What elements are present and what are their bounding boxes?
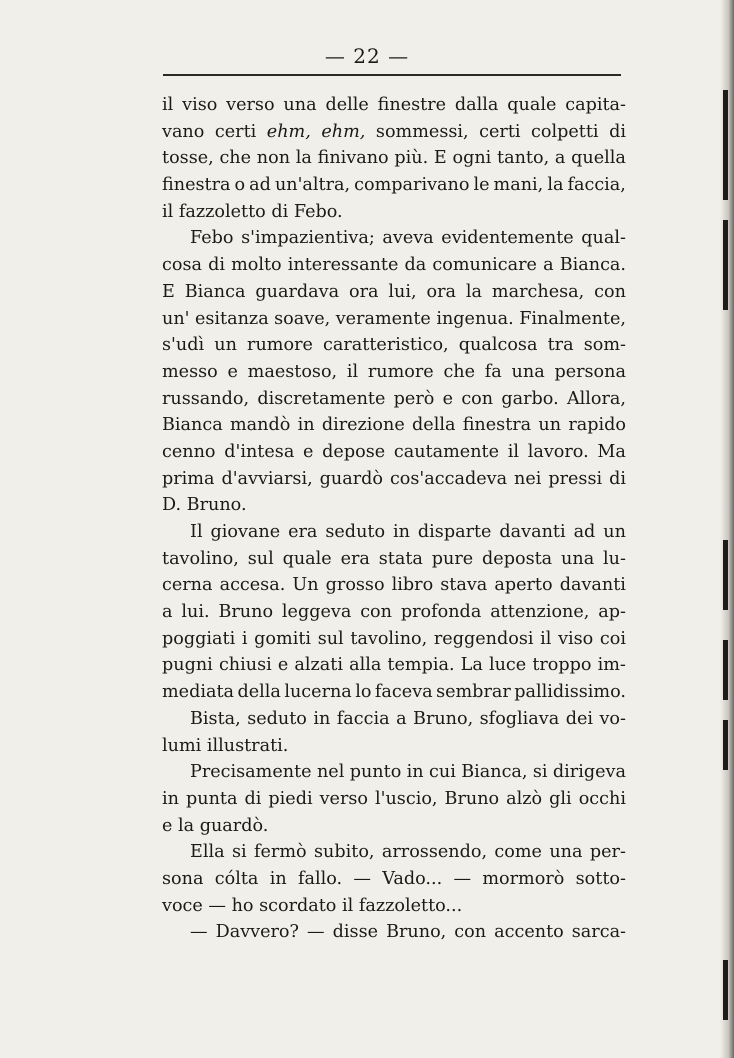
page-edge-mark (723, 640, 728, 700)
text-line: pugni chiusi e alzati alla tempia. La luce troppo im- (162, 655, 626, 676)
page-edge-mark (723, 90, 728, 200)
text-line: cosa di molto interessante da comunicare a Bianca. (162, 255, 626, 276)
page-number: — 22 — (324, 44, 410, 68)
text-line: — Davvero? — disse Bruno, con accento sarca- (190, 922, 626, 943)
text-line: s'udì un rumore caratteristico, qualcosa tra som- (162, 335, 626, 356)
text-line: un' esitanza soave, veramente ingenua. Finalmente, (162, 308, 626, 329)
page-edge-mark (723, 220, 728, 310)
text-line: il fazzoletto di Febo. (162, 201, 343, 222)
page-edge-mark (723, 720, 728, 770)
text-line: Il giovane era seduto in disparte davanti ad un (190, 522, 626, 542)
text-line: Precisamente nel punto in cui Bianca, si dirigeva (190, 762, 626, 783)
text-line: il viso verso una delle finestre dalla quale capita- (162, 95, 626, 115)
body-text (162, 92, 626, 946)
text-line: poggiati i gomiti sul tavolino, reggendosi il viso coi (162, 628, 626, 649)
text-line: a lui. Bruno leggeva con profonda attenzione, ap- (162, 602, 626, 623)
text-line: voce — ho scordato il fazzoletto... (162, 895, 463, 916)
text-line: in punta di piedi verso l'uscio, Bruno alzò gli occhi (162, 788, 626, 809)
text-line: Febo s'impazientiva; aveva evidentemente qual- (190, 228, 626, 249)
text-line: tosse, che non la finivano più. E ogni tanto, a quella (162, 148, 626, 169)
text-line: russando, discretamente però e con garbo. Allora, (162, 388, 626, 409)
text-line: Bianca mandò in direzione della finestra un rapido (162, 415, 626, 436)
text-line: sona cólta in fallo. — Vado... — mormorò sotto- (162, 868, 626, 889)
text-line: E Bianca guardava ora lui, ora la marchesa, con (162, 281, 626, 302)
text-line: mediata della lucerna lo faceva sembrar pallidissimo. (162, 682, 626, 703)
text-line: prima d'avviarsi, guardò cos'accadeva nei pressi di (162, 468, 626, 489)
text-line: e la guardò. (162, 815, 269, 836)
text-line: Bista, seduto in faccia a Bruno, sfogliava dei vo- (190, 708, 626, 729)
page-edge-mark (723, 540, 728, 610)
text-line: vano certi ehm, ehm, sommessi, certi colpetti di (162, 121, 626, 142)
text-line: cenno d'intesa e depose cautamente il lavoro. Ma (162, 441, 626, 462)
page-edge-mark (723, 960, 728, 1020)
text-line: Ella si fermò subito, arrossendo, come una per- (190, 842, 626, 863)
text-line: tavolino, sul quale era stata pure deposta una lu- (162, 548, 626, 569)
text-line: D. Bruno. (162, 495, 247, 516)
text-line: finestra o ad un'altra, comparivano le mani, la faccia, (162, 175, 626, 196)
text-line: lumi illustrati. (162, 735, 289, 756)
text-line: cerna accesa. Un grosso libro stava aperto davanti (162, 575, 626, 596)
text-line: messo e maestoso, il rumore che fa una persona (162, 361, 626, 382)
header-rule (163, 74, 621, 76)
